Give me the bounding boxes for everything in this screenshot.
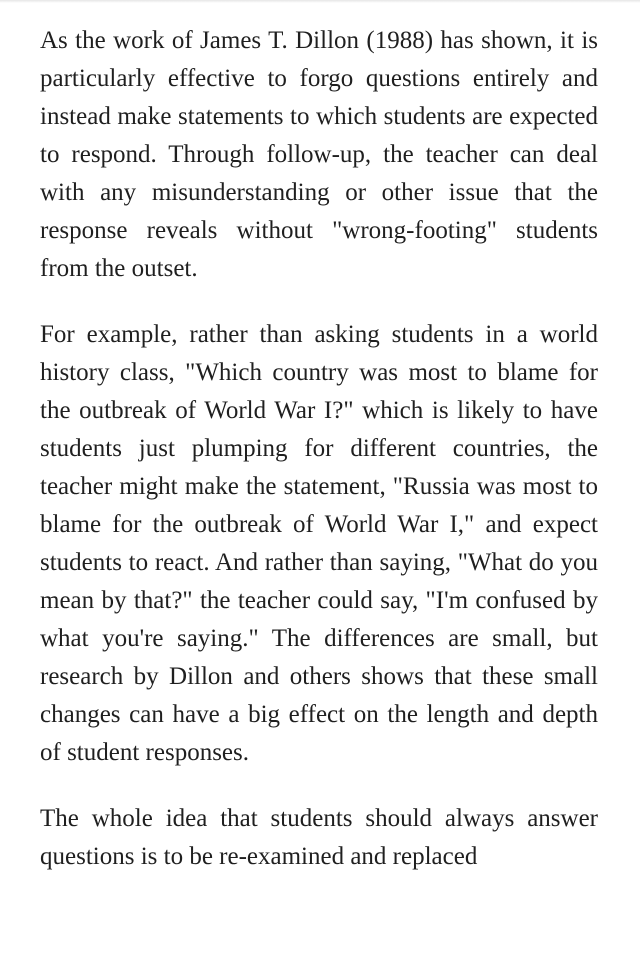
paragraph-world-history-example: For example, rather than asking students in a world history class, "Which country was most to blame for the outbreak of World War I?" which is likely to have students just plumping for different countries, the teacher might make the statement, "Russia was most to blame for the outbreak of World War I," and expect students to react. And rather than saying, "What do you mean by that?" the teacher could say, "I'm confused by what you're saying." The differences are small, but research by Dillon and others shows that these small changes can have a big effect on the length and depth of student responses. bbox=[40, 321, 598, 766]
paragraph-whole-idea: The whole idea that students should always answer questions is to be re-examined and replaced bbox=[40, 805, 598, 870]
paragraph-dillon-statements: As the work of James T. Dillon (1988) has shown, it is particularly effective to forgo questions entirely and instead make statements to which students are expected to respond. Through follow-up, the teacher can deal with any misunderstanding or other issue that the response reveals without "wrong-footing" students from the outset. bbox=[40, 27, 598, 282]
reading-pane[interactable] bbox=[40, 22, 598, 904]
top-edge-shadow bbox=[0, 0, 640, 3]
